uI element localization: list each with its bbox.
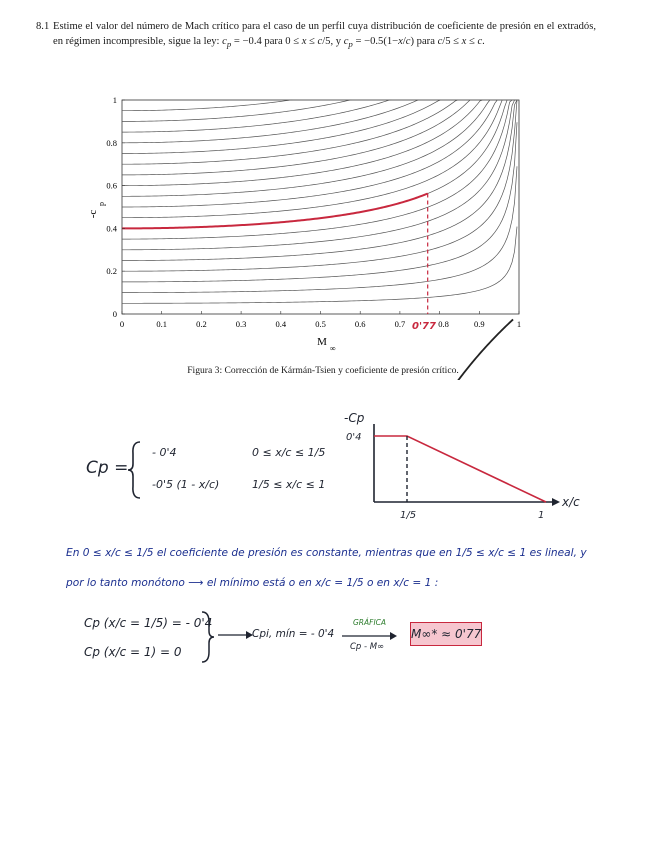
- highlight-curve: [122, 194, 428, 229]
- x-tick-label: 0.9: [473, 319, 485, 329]
- y-axis-label: -c: [87, 209, 99, 219]
- x-axis-label: M: [317, 336, 327, 348]
- cpi-min: Cpi, mín = - 0'4: [252, 628, 335, 640]
- sketch-x-tick-1: 1/5: [400, 510, 417, 521]
- y-axis-label-sub: p: [97, 202, 106, 206]
- equation-2: Cp (x/c = 1) = 0: [84, 645, 182, 659]
- sketch-y-value: 0'4: [346, 432, 362, 443]
- kt-curve-14: [122, 100, 440, 154]
- case1-range: 0 ≤ x/c ≤ 1/5: [252, 446, 326, 459]
- x-tick-label: 0.2: [196, 319, 207, 329]
- y-tick-label: 0.4: [106, 223, 117, 234]
- kt-curve-8: [122, 100, 502, 218]
- arrow-label-bottom: Cp - M∞: [350, 642, 385, 652]
- kt-curve-16: [122, 100, 391, 132]
- right-brace-icon: [198, 610, 218, 664]
- sketch-x-tick-2: 1: [538, 510, 545, 521]
- y-tick-label: 0.6: [106, 180, 117, 191]
- problem-text: Estime el valor del número de Mach crítico para el caso de un perfil cuya distribución de coeficiente de presión en el extradós, en régimen incompresible, sigue la ley: $c_p = -0.4$ para 0 ≤ x ≤ c/5, y $c_p = -0.5(1-x/c)$ para c/5 ≤ x ≤ c.: [53, 21, 596, 49]
- cp-lhs: Cp =: [86, 458, 129, 478]
- kt-curve-15: [122, 100, 418, 143]
- kt-curve-3: [122, 100, 517, 271]
- x-tick-label: 0.6: [354, 319, 366, 329]
- sketch-y-label: -Cp: [344, 411, 365, 425]
- problem-number: 8.1: [36, 21, 50, 32]
- kt-curve-17: [122, 100, 352, 121]
- kt-curve-9: [122, 100, 497, 207]
- y-tick-label: 1: [112, 95, 117, 105]
- explanation-line-1: En 0 ≤ x/c ≤ 1/5 el coeficiente de presión es constante, mientras que en 1/5 ≤ x/c ≤ 1 es lineal, y: [66, 547, 587, 559]
- case2-range: 1/5 ≤ x/c ≤ 1: [252, 478, 326, 491]
- x-tick-label: 0: [119, 319, 125, 329]
- sketch-arrow-icon: [552, 498, 560, 506]
- kt-curve-2: [122, 122, 517, 282]
- brace-icon: [126, 440, 146, 500]
- result-box: M∞* ≈ 0'77: [410, 622, 482, 646]
- explanation-line-2: por lo tanto monótono ⟶ el mínimo está o en x/c = 1/5 o en x/c = 1 :: [66, 577, 439, 589]
- x-tick-label: 0.8: [438, 319, 449, 329]
- x-tick-label: 0.1: [156, 319, 168, 329]
- mach-critical-annotation: 0'77: [412, 321, 436, 332]
- arrow-label-top: GRÁFICA: [353, 618, 387, 627]
- kt-curve-1: [122, 166, 517, 292]
- y-tick-label: 0.2: [106, 266, 117, 277]
- kt-curve-7: [122, 100, 507, 228]
- cp-sketch: [330, 408, 590, 528]
- x-tick-label: 0.7: [394, 319, 406, 329]
- arrow-icon: [216, 628, 256, 642]
- kt-curve-4: [122, 100, 517, 261]
- sketch-cp-line: [374, 436, 546, 502]
- y-tick-label: 0: [112, 309, 117, 319]
- kt-curve-18: [122, 100, 292, 111]
- kt-curve-11: [122, 100, 482, 186]
- equation-1: Cp (x/c = 1/5) = - 0'4: [84, 616, 213, 630]
- case1-value: - 0'4: [152, 446, 177, 459]
- sketch-x-label: x/c: [562, 495, 580, 509]
- karman-tsien-chart: [0, 0, 646, 380]
- case2-value: -0'5 (1 - x/c): [152, 478, 220, 491]
- x-axis-label-sub: ∞: [330, 344, 336, 353]
- y-tick-label: 0.8: [106, 137, 117, 148]
- figure-caption: Figura 3: Corrección de Kármán-Tsien y coeficiente de presión crítico.: [187, 365, 459, 376]
- long-arrow-icon: [340, 630, 400, 642]
- x-tick-label: 0.4: [275, 319, 287, 329]
- x-tick-label: 0.3: [235, 319, 247, 329]
- x-tick-label: 1: [516, 319, 522, 329]
- x-tick-label: 0.5: [315, 319, 326, 329]
